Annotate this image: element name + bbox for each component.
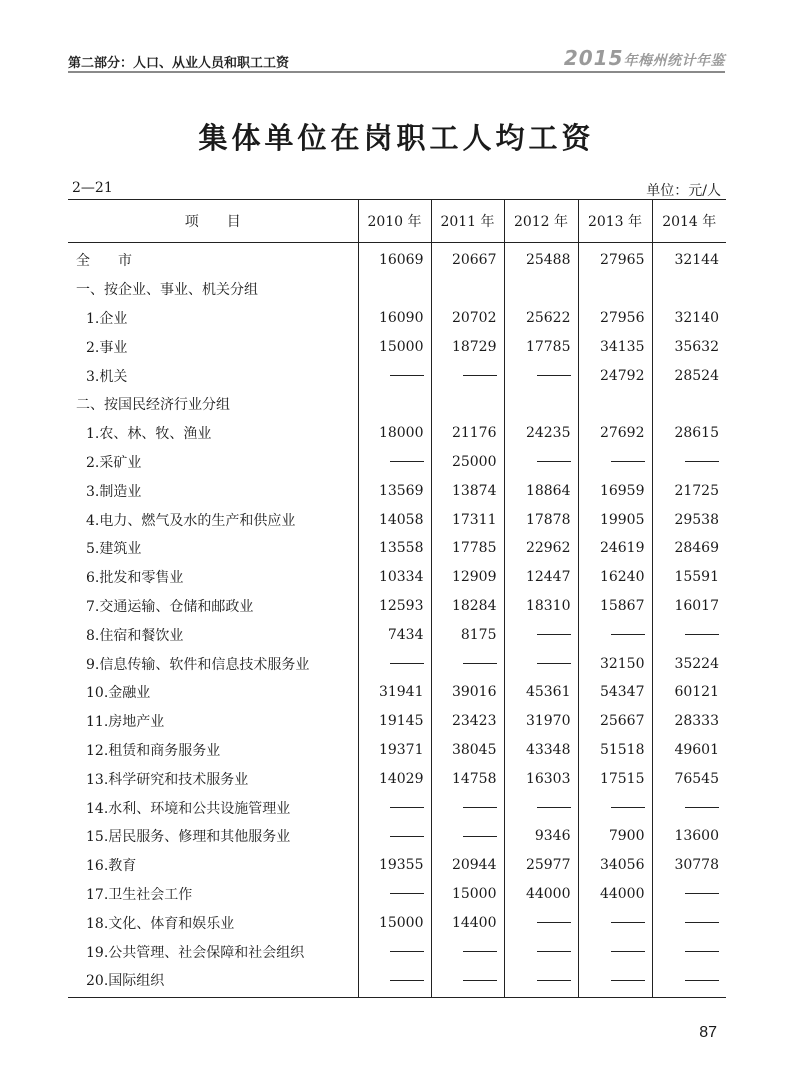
table-row	[68, 592, 726, 621]
no-data-dash	[685, 807, 719, 808]
table-row	[68, 476, 726, 505]
table-row	[68, 304, 726, 333]
cell-value	[504, 966, 578, 997]
column-header-2014: 2014 年	[652, 200, 726, 243]
cell-value: 24792	[578, 361, 652, 390]
no-data-dash	[463, 663, 497, 664]
cell-value: 18310	[504, 592, 578, 621]
cell-value: 17785	[504, 332, 578, 361]
no-data-dash	[390, 980, 424, 981]
cell-value: 44000	[504, 880, 578, 909]
cell-value: 31970	[504, 707, 578, 736]
cell-value	[578, 448, 652, 477]
cell-value: 22962	[504, 534, 578, 563]
table-row	[68, 851, 726, 880]
cell-value	[504, 649, 578, 678]
no-data-dash	[685, 951, 719, 952]
no-data-dash	[537, 922, 571, 923]
cell-value: 32144	[652, 243, 726, 275]
cell-value: 76545	[652, 764, 726, 793]
no-data-dash	[390, 375, 424, 376]
cell-value: 27692	[578, 419, 652, 448]
cell-value: 17878	[504, 505, 578, 534]
row-label: 8.住宿和餐饮业	[86, 627, 184, 644]
cell-value: 13600	[652, 822, 726, 851]
row-label: 14.水利、环境和公共设施管理业	[86, 800, 291, 817]
row-label: 18.文化、体育和娱乐业	[86, 915, 235, 932]
cell-value: 14029	[358, 764, 431, 793]
no-data-dash	[390, 836, 424, 837]
cell-value: 60121	[652, 678, 726, 707]
table-row	[68, 736, 726, 765]
row-label: 一、按企业、事业、机关分组	[76, 282, 258, 299]
row-label: 二、按国民经济行业分组	[76, 397, 230, 414]
row-label: 12.租赁和商务服务业	[86, 742, 221, 759]
cell-value	[358, 649, 431, 678]
no-data-dash	[463, 980, 497, 981]
cell-value: 15000	[358, 908, 431, 937]
cell-value	[578, 966, 652, 997]
cell-value: 9346	[504, 822, 578, 851]
cell-value	[652, 620, 726, 649]
cell-value: 32140	[652, 304, 726, 333]
cell-value: 18864	[504, 476, 578, 505]
cell-value: 19145	[358, 707, 431, 736]
table-row	[68, 243, 726, 275]
cell-value	[578, 390, 652, 419]
cell-value	[431, 937, 504, 966]
row-label: 5.建筑业	[86, 541, 142, 558]
table-header-row	[68, 200, 726, 243]
row-label: 9.信息传输、软件和信息技术服务业	[86, 656, 310, 673]
cell-value	[504, 275, 578, 304]
cell-value	[504, 793, 578, 822]
cell-value: 25622	[504, 304, 578, 333]
cell-value: 25488	[504, 243, 578, 275]
no-data-dash	[537, 634, 571, 635]
cell-value: 17515	[578, 764, 652, 793]
cell-value	[652, 390, 726, 419]
cell-value	[652, 908, 726, 937]
cell-value: 13874	[431, 476, 504, 505]
cell-value	[431, 649, 504, 678]
cell-value: 28524	[652, 361, 726, 390]
cell-value: 16240	[578, 563, 652, 592]
cell-value: 34056	[578, 851, 652, 880]
row-label: 7.交通运输、仓储和邮政业	[86, 598, 254, 615]
table-row	[68, 880, 726, 909]
cell-value	[431, 275, 504, 304]
cell-value	[652, 275, 726, 304]
cell-value: 25667	[578, 707, 652, 736]
cell-value: 20944	[431, 851, 504, 880]
cell-value: 31941	[358, 678, 431, 707]
cell-value	[358, 966, 431, 997]
cell-value	[652, 966, 726, 997]
cell-value: 15000	[358, 332, 431, 361]
cell-value: 34135	[578, 332, 652, 361]
cell-value: 28333	[652, 707, 726, 736]
cell-value: 12593	[358, 592, 431, 621]
cell-value	[431, 793, 504, 822]
cell-value: 29538	[652, 505, 726, 534]
cell-value: 13569	[358, 476, 431, 505]
cell-value	[578, 275, 652, 304]
table-row	[68, 361, 726, 390]
cell-value: 51518	[578, 736, 652, 765]
table-number: 2—21	[72, 180, 113, 196]
row-label: 13.科学研究和技术服务业	[86, 771, 249, 788]
cell-value: 14758	[431, 764, 504, 793]
cell-value	[652, 937, 726, 966]
no-data-dash	[390, 807, 424, 808]
running-header-yearbook	[564, 46, 725, 70]
page-title: 集体单位在岗职工人均工资	[198, 121, 595, 155]
table-row	[68, 822, 726, 851]
table-row	[68, 563, 726, 592]
row-label: 15.居民服务、修理和其他服务业	[86, 829, 291, 846]
yearbook-name: 年梅州统计年鉴	[623, 53, 725, 69]
row-label: 1.农、林、牧、渔业	[86, 426, 212, 443]
cell-value: 7434	[358, 620, 431, 649]
table-row	[68, 275, 726, 304]
column-header-item: 项 目	[68, 200, 358, 243]
no-data-dash	[537, 951, 571, 952]
table-row	[68, 390, 726, 419]
cell-value: 16959	[578, 476, 652, 505]
cell-value: 28469	[652, 534, 726, 563]
cell-value	[358, 390, 431, 419]
cell-value	[578, 620, 652, 649]
cell-value: 14058	[358, 505, 431, 534]
no-data-dash	[537, 663, 571, 664]
cell-value	[358, 361, 431, 390]
cell-value: 16090	[358, 304, 431, 333]
cell-value	[358, 275, 431, 304]
cell-value: 16069	[358, 243, 431, 275]
cell-value	[578, 908, 652, 937]
no-data-dash	[685, 922, 719, 923]
cell-value: 19371	[358, 736, 431, 765]
no-data-dash	[611, 807, 645, 808]
cell-value: 32150	[578, 649, 652, 678]
table-row	[68, 534, 726, 563]
cell-value: 49601	[652, 736, 726, 765]
cell-value: 54347	[578, 678, 652, 707]
no-data-dash	[463, 951, 497, 952]
row-label: 3.制造业	[86, 483, 142, 500]
table-row	[68, 419, 726, 448]
cell-value: 17311	[431, 505, 504, 534]
wage-table	[68, 199, 726, 998]
cell-value: 12909	[431, 563, 504, 592]
header-rule	[68, 71, 725, 73]
table-row	[68, 764, 726, 793]
row-label: 11.房地产业	[86, 714, 165, 731]
cell-value	[652, 880, 726, 909]
table-row	[68, 966, 726, 997]
cell-value: 39016	[431, 678, 504, 707]
page-number: 87	[699, 1024, 717, 1041]
unit-label: 单位：元/人	[646, 183, 721, 199]
no-data-dash	[463, 836, 497, 837]
cell-value: 16017	[652, 592, 726, 621]
cell-value	[358, 448, 431, 477]
no-data-dash	[537, 461, 571, 462]
no-data-dash	[390, 893, 424, 894]
no-data-dash	[685, 893, 719, 894]
column-header-2011: 2011 年	[431, 200, 504, 243]
cell-value	[504, 390, 578, 419]
cell-value: 25977	[504, 851, 578, 880]
cell-value: 18284	[431, 592, 504, 621]
cell-value	[431, 822, 504, 851]
row-label: 17.卫生社会工作	[86, 886, 193, 903]
no-data-dash	[611, 980, 645, 981]
row-label: 3.机关	[86, 368, 128, 385]
row-label: 6.批发和零售业	[86, 570, 184, 587]
cell-value: 45361	[504, 678, 578, 707]
table-row	[68, 937, 726, 966]
cell-value: 25000	[431, 448, 504, 477]
cell-value: 23423	[431, 707, 504, 736]
cell-value: 44000	[578, 880, 652, 909]
cell-value	[652, 793, 726, 822]
cell-value: 17785	[431, 534, 504, 563]
no-data-dash	[685, 634, 719, 635]
cell-value	[358, 822, 431, 851]
row-label: 10.金融业	[86, 685, 151, 702]
no-data-dash	[685, 980, 719, 981]
cell-value: 8175	[431, 620, 504, 649]
cell-value: 43348	[504, 736, 578, 765]
no-data-dash	[611, 461, 645, 462]
column-header-2013: 2013 年	[578, 200, 652, 243]
cell-value: 21176	[431, 419, 504, 448]
cell-value: 38045	[431, 736, 504, 765]
table-row	[68, 332, 726, 361]
table-row	[68, 448, 726, 477]
cell-value	[504, 448, 578, 477]
cell-value: 13558	[358, 534, 431, 563]
cell-value	[431, 390, 504, 419]
cell-value: 35632	[652, 332, 726, 361]
table-row	[68, 793, 726, 822]
column-header-2010: 2010 年	[358, 200, 431, 243]
cell-value	[578, 937, 652, 966]
no-data-dash	[463, 375, 497, 376]
no-data-dash	[537, 375, 571, 376]
cell-value: 15000	[431, 880, 504, 909]
row-label: 2.事业	[86, 339, 128, 356]
table-row	[68, 505, 726, 534]
running-header-section: 第二部分：人口、从业人员和职工工资	[68, 56, 290, 71]
cell-value	[358, 937, 431, 966]
cell-value	[431, 361, 504, 390]
cell-value: 16303	[504, 764, 578, 793]
row-label: 2.采矿业	[86, 454, 142, 471]
cell-value: 14400	[431, 908, 504, 937]
cell-value	[431, 966, 504, 997]
cell-value	[504, 908, 578, 937]
no-data-dash	[537, 980, 571, 981]
table-row	[68, 649, 726, 678]
cell-value: 20667	[431, 243, 504, 275]
cell-value: 28615	[652, 419, 726, 448]
cell-value: 19905	[578, 505, 652, 534]
cell-value: 10334	[358, 563, 431, 592]
row-label: 20.国际组织	[68, 966, 358, 997]
no-data-dash	[390, 461, 424, 462]
table-row	[68, 678, 726, 707]
cell-value: 27965	[578, 243, 652, 275]
no-data-dash	[685, 461, 719, 462]
cell-value: 27956	[578, 304, 652, 333]
table-row	[68, 908, 726, 937]
cell-value	[652, 448, 726, 477]
no-data-dash	[611, 634, 645, 635]
no-data-dash	[611, 951, 645, 952]
cell-value: 12447	[504, 563, 578, 592]
row-label: 16.教育	[86, 858, 137, 875]
cell-value: 24235	[504, 419, 578, 448]
cell-value: 30778	[652, 851, 726, 880]
cell-value	[358, 793, 431, 822]
cell-value	[358, 880, 431, 909]
row-label: 4.电力、燃气及水的生产和供应业	[86, 512, 296, 529]
cell-value	[504, 620, 578, 649]
row-label: 19.公共管理、社会保障和社会组织	[86, 944, 305, 961]
cell-value	[578, 793, 652, 822]
cell-value: 24619	[578, 534, 652, 563]
cell-value	[504, 361, 578, 390]
cell-value: 18729	[431, 332, 504, 361]
cell-value: 19355	[358, 851, 431, 880]
table-row	[68, 707, 726, 736]
cell-value: 18000	[358, 419, 431, 448]
column-header-2012: 2012 年	[504, 200, 578, 243]
no-data-dash	[537, 807, 571, 808]
cell-value: 20702	[431, 304, 504, 333]
cell-value: 15591	[652, 563, 726, 592]
cell-value	[504, 937, 578, 966]
yearbook-year: 2015	[563, 46, 624, 70]
cell-value: 7900	[578, 822, 652, 851]
cell-value: 35224	[652, 649, 726, 678]
no-data-dash	[390, 951, 424, 952]
row-label: 1.企业	[86, 310, 128, 327]
row-label: 全 市	[76, 253, 132, 270]
no-data-dash	[463, 807, 497, 808]
table-row	[68, 620, 726, 649]
no-data-dash	[611, 922, 645, 923]
cell-value: 15867	[578, 592, 652, 621]
cell-value: 21725	[652, 476, 726, 505]
no-data-dash	[390, 663, 424, 664]
